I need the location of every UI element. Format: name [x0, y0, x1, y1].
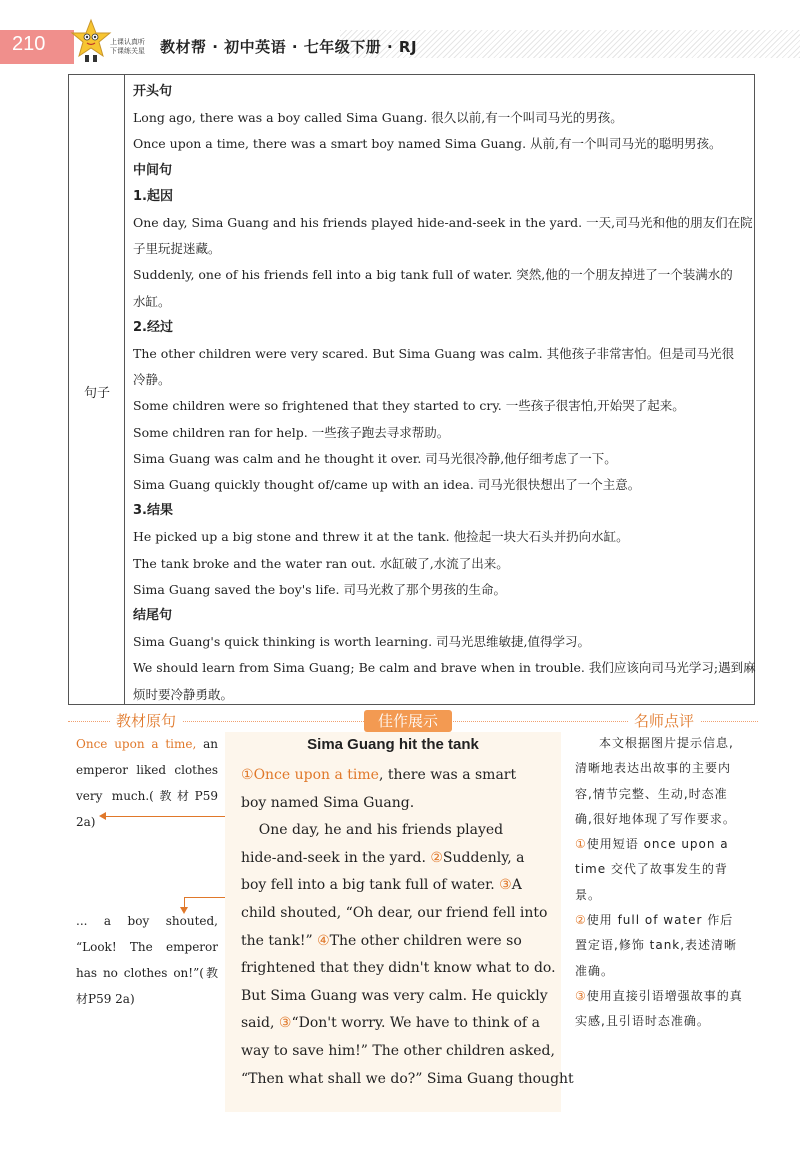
page-header: [0, 0, 800, 64]
sentence-line: Once upon a time, there was a smart boy named Sima Guang. 从前,有一个叫司马光的聪明男孩。: [133, 136, 722, 152]
sentence-line: Sima Guang's quick thinking is worth learning. 司马光思维敏捷,值得学习。: [133, 634, 591, 650]
sentence-line: We should learn from Sima Guang; Be calm and brave when in trouble. 我们应该向司马光学习;遇到麻: [133, 660, 756, 676]
row-label: 句子: [84, 386, 111, 401]
sentence-subheading: 开头句: [133, 84, 173, 99]
slogan: [110, 38, 145, 56]
essay-line: [241, 900, 555, 928]
sentence-line: Sima Guang was calm and he thought it over. 司马光很冷静,他仔细考虑了一下。: [133, 450, 617, 466]
essay-line: [241, 1038, 555, 1066]
annotation-marker: ①: [241, 767, 254, 783]
essay-text: boy named Sima Guang.: [241, 794, 415, 811]
essay-line: [241, 817, 555, 845]
sentence-line: Sima Guang quickly thought of/came up with an idea. 司马光很快想出了一个主意。: [133, 477, 641, 493]
sentence-line: 冷静。: [133, 372, 171, 388]
comment-intro: 本文根据图片提示信息,清晰地表达出故事的主要内容,情节完整、生动,时态准确,很好地体现了写作要求。: [575, 736, 736, 826]
sentence-subheading: 中间句: [133, 162, 173, 178]
essay-text: A: [511, 877, 522, 894]
annotation-marker: ③: [575, 988, 587, 1003]
sentence-subheading: 2.经过: [133, 319, 173, 335]
teacher-comments: [575, 731, 743, 1035]
essay-text: Suddenly, a: [442, 849, 525, 866]
highlight-phrase: Once upon a time: [253, 767, 379, 783]
star-mascot-icon: [70, 18, 112, 64]
annotation-marker: ④: [317, 932, 330, 949]
essay-text: , there was a smart: [378, 767, 517, 783]
comment-list: [575, 832, 743, 1034]
essay-text: The other children were so: [329, 932, 522, 949]
comment-item: [575, 908, 743, 984]
essay-text: “Don't worry. We have to think of a: [291, 1015, 540, 1032]
essay-text: hide-and-seek in the yard.: [241, 849, 431, 866]
comment-text: 使用 full of water 作后置定语,修饰 tank,表述清晰准确。: [575, 913, 738, 978]
model-essay: [225, 732, 574, 1112]
page-number: 210: [12, 33, 46, 55]
sentence-line: One day, Sima Guang and his friends played hide-and-seek in the yard. 一天,司马光和他的朋友们在院: [133, 215, 753, 231]
sentence-line: 烦时要冷静勇敢。: [133, 686, 234, 702]
arrow-down-icon: [180, 907, 188, 914]
comment-item: [575, 832, 743, 908]
essay-line: [241, 983, 555, 1011]
model-essay-heading: 佳作展示: [364, 710, 452, 732]
sentence-line: 子里玩捉迷藏。: [133, 241, 221, 257]
essay-line: [241, 1066, 574, 1094]
sentence-list: [133, 79, 756, 708]
essay-line: [241, 955, 555, 983]
sentence-line: Suddenly, one of his friends fell into a big tank full of water. 突然,他的一个朋友掉进了一个装满水的: [133, 267, 733, 283]
annotation-marker: ②: [575, 913, 587, 928]
quote-rest: an emperor liked clothes very much.(教材P59 2a): [76, 737, 218, 829]
essay-line: [241, 845, 555, 873]
annotation-marker: ③: [499, 877, 512, 894]
sentence-line: 水缸。: [133, 293, 171, 309]
essay-line: [241, 1010, 555, 1038]
annotation-marker: ①: [575, 837, 587, 852]
essay-text: way to save him!” The other children asked,: [241, 1043, 555, 1059]
slogan-line-1: 上课认真听: [110, 38, 145, 46]
sentence-line: The tank broke and the water ran out. 水缸破了,水流了出来。: [133, 555, 509, 571]
essay-line: [241, 872, 555, 900]
teacher-comment-heading: 名师点评: [628, 710, 700, 731]
essay-line: [241, 790, 555, 818]
sentence-line: Some children ran for help. 一些孩子跑去寻求帮助。: [133, 424, 450, 440]
connector-line-1b: [103, 816, 237, 817]
essay-text: One day, he and his friends played: [241, 822, 504, 839]
textbook-quote-2: ... a boy shouted, “Look! The emperor has no clothes on!”(教材P59 2a): [76, 914, 218, 1006]
essay-text: boy fell into a big tank full of water.: [241, 877, 500, 894]
comment-item: [575, 984, 743, 1035]
sentence-line: Sima Guang saved the boy's life. 司马光救了那个男孩的生命。: [133, 581, 506, 597]
essay-text: said,: [241, 1015, 279, 1032]
essay-text: But Sima Guang was very calm. He quickly: [241, 987, 548, 1004]
sentence-subheading: 3.结果: [133, 503, 173, 519]
sentence-subheading: 结尾句: [133, 608, 173, 624]
essay-title: Sima Guang hit the tank: [307, 736, 479, 753]
textbook-quote-heading: 教材原句: [110, 710, 182, 731]
essay-line: [241, 928, 555, 956]
sentence-line: He picked up a big stone and threw it at the tank. 他捡起一块大石头并扔向水缸。: [133, 529, 629, 545]
sentence-line: The other children were very scared. But Sima Guang was calm. 其他孩子非常害怕。但是司马光很: [133, 346, 735, 362]
essay-text: “Then what shall we do?” Sima Guang thought: [241, 1070, 574, 1087]
sentence-table: [68, 74, 755, 705]
sentence-subheading: 1.起因: [133, 188, 173, 204]
slogan-line-2: 下课练关星: [110, 47, 145, 55]
annotation-marker: ③: [278, 1015, 292, 1032]
essay-line: [241, 762, 555, 790]
connector-line-1: [103, 771, 237, 817]
annotation-marker: ②: [430, 849, 443, 866]
essay-text: the tank!”: [241, 932, 318, 949]
sentence-line: Long ago, there was a boy called Sima Guang. 很久以前,有一个叫司马光的男孩。: [133, 110, 623, 126]
essay-text: frightened that they didn't know what to do.: [241, 960, 556, 977]
comment-text: 使用直接引语增强故事的真实感,且引语时态准确。: [575, 988, 743, 1029]
page-number-tab: [0, 30, 74, 64]
book-title: 教材帮 · 初中英语 · 七年级下册 · RJ: [160, 38, 418, 56]
essay-text: child shouted, “Oh dear, our friend fell into: [241, 905, 548, 921]
quote-highlight: Once upon a time,: [76, 737, 197, 751]
arrow-left-icon: [99, 812, 106, 820]
row-label-cell: [69, 75, 125, 704]
comment-text: 使用短语 once upon a time 交代了故事发生的背景。: [575, 837, 729, 902]
sentence-line: Some children were so frightened that they started to cry. 一些孩子很害怕,开始哭了起来。: [133, 398, 685, 414]
